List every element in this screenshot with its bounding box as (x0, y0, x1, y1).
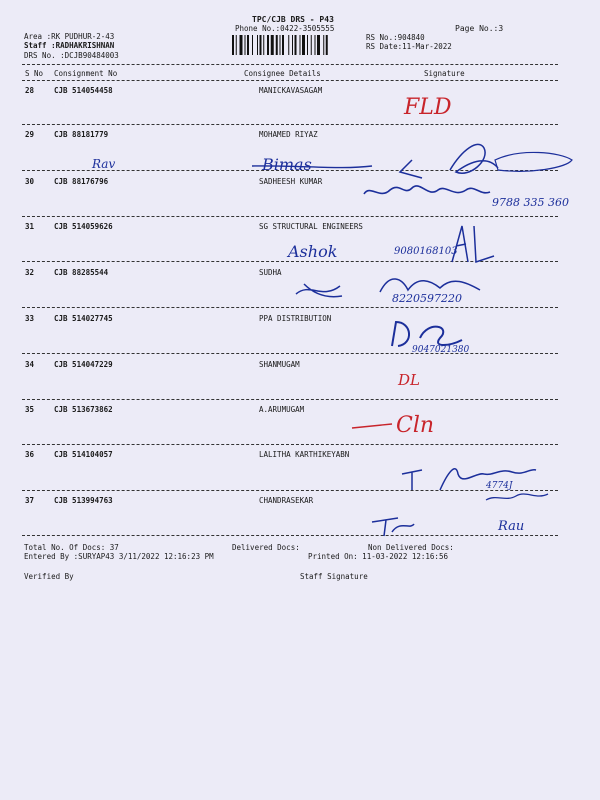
signature-rav: Rav (92, 157, 116, 171)
signature-stroke (450, 144, 498, 173)
page-number: Page No.:3 (455, 24, 504, 33)
row-consignee: SADHEESH KUMAR (259, 177, 323, 186)
row-consignment: CJB 88285544 (54, 268, 109, 277)
staff-signature-label: Staff Signature (300, 572, 368, 581)
drs-number: DRS No. :DCJB90484003 (24, 51, 119, 60)
row-consignee: SHANMUGAM (259, 360, 300, 369)
row-sno: 37 (25, 496, 35, 505)
row-sno: 28 (25, 86, 35, 95)
signature-stroke (372, 518, 414, 536)
row-consignee: CHANDRASEKAR (259, 496, 314, 505)
phone-number: Phone No.:0422-3505555 (235, 24, 335, 33)
signature-ashok-number: 9080168103 (394, 246, 458, 257)
rs-number: RS No.:904840 (366, 33, 425, 42)
col-signature: Signature (424, 69, 465, 78)
row-consignment: CJB 514047229 (54, 360, 113, 369)
row-sno: 31 (25, 222, 35, 231)
signature-fld: FLD (404, 95, 452, 120)
signature-sadheesh-number: 9788 335 360 (492, 196, 569, 209)
signature-ashok: Ashok (288, 242, 338, 261)
row-consignment: CJB 88176796 (54, 177, 109, 186)
signature-stroke (296, 284, 342, 297)
row-consignment: CJB 514054458 (54, 86, 113, 95)
signature-dl: DL (398, 371, 420, 389)
row-consignee: MANICKAVASAGAM (259, 86, 323, 95)
row-consignee: MOHAMED RIYAZ (259, 130, 318, 139)
row-sno: 32 (25, 268, 35, 277)
signature-lalitha-number: 4774J (486, 481, 513, 491)
signature-sudha-number: 8220597220 (392, 292, 462, 305)
row-sno: 33 (25, 314, 35, 323)
row-sno: 34 (25, 360, 35, 369)
signature-rau: Rau (498, 519, 525, 534)
signature-stroke (380, 279, 480, 292)
row-sno: 30 (25, 177, 35, 186)
non-delivered-docs: Non Delivered Docs: (368, 543, 454, 552)
total-docs: Total No. Of Docs: 37 (24, 543, 119, 552)
row-consignment: CJB 513673862 (54, 405, 113, 414)
signature-stroke (402, 470, 422, 490)
row-sno: 36 (25, 450, 35, 459)
row-consignee: LALITHA KARTHIKEYABN (259, 450, 350, 459)
row-consignee: A.ARUMUGAM (259, 405, 305, 414)
signature-stroke (486, 494, 548, 500)
row-consignment: CJB 514104057 (54, 450, 113, 459)
staff-label: Staff :RADHAKRISHNAN (24, 41, 115, 50)
entered-by: Entered By :SURYAP43 3/11/2022 12:16:23 PM (24, 552, 214, 561)
row-sno: 35 (25, 405, 35, 414)
signature-stroke (400, 160, 422, 178)
row-consignment: CJB 514027745 (54, 314, 113, 323)
signature-bimas: Bimas (262, 155, 312, 174)
row-consignment: CJB 513994763 (54, 496, 113, 505)
signature-stroke (364, 186, 490, 194)
row-sno: 29 (25, 130, 35, 139)
signature-stroke (452, 226, 494, 262)
row-consignment: CJB 514059626 (54, 222, 113, 231)
row-consignee: SG STRUCTURAL ENGINEERS (259, 222, 363, 231)
area-label: Area :RK PUDHUR-2-43 (24, 32, 115, 41)
row-consignee: SUDHA (259, 268, 282, 277)
signature-stroke (352, 424, 392, 428)
signature-stroke (495, 152, 572, 171)
rs-date: RS Date:11-Mar-2022 (366, 42, 452, 51)
page-title: TPC/CJB DRS - P43 (252, 15, 334, 24)
row-consignee: PPA DISTRIBUTION (259, 314, 332, 323)
col-consignment: Consignment No (54, 69, 118, 78)
row-consignment: CJB 88181779 (54, 130, 109, 139)
printed-on: Printed On: 11-03-2022 12:16:56 (308, 552, 448, 561)
signature-cln: Cln (396, 413, 435, 438)
signature-stroke (392, 322, 462, 346)
col-consignee: Consignee Details (244, 69, 321, 78)
col-sno: S No (25, 69, 44, 78)
signature-ppa-number: 9047021380 (412, 345, 470, 355)
verified-by: Verified By (24, 572, 74, 581)
delivered-docs: Delivered Docs: (232, 543, 300, 552)
